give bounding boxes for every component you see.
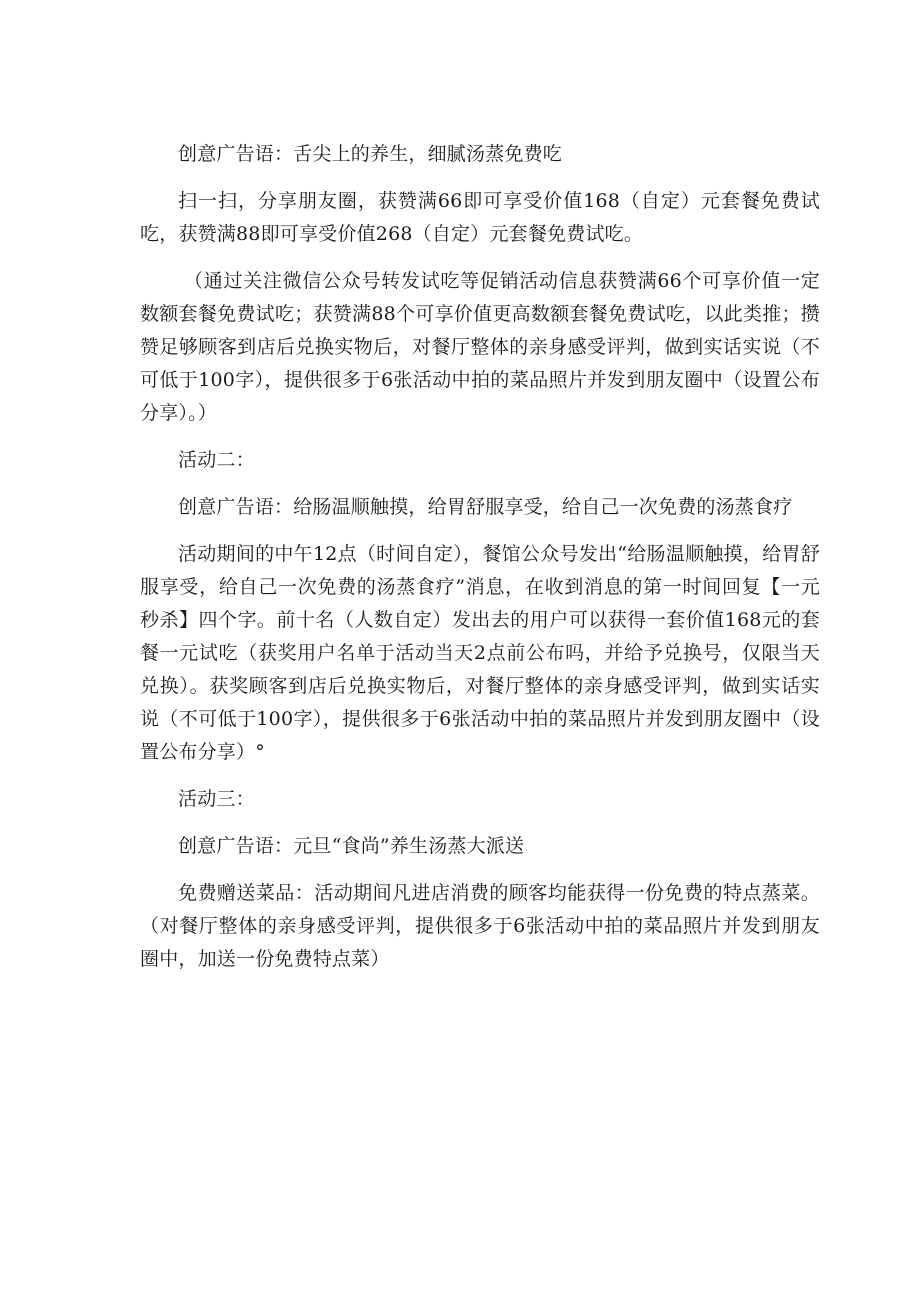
free-dish-details: 免费赠送菜品：活动期间凡进店消费的顾客均能获得一份免费的特点蒸菜。（对餐厅整体的亲身感受评判，提供很多于6张活动中拍的菜品照片并发到朋友圈中，加送一份免费特点菜） [140, 882, 820, 970]
document-body [140, 138, 820, 990]
activity-two-details: 活动期间的中午12点（时间自定），餐馆公众号发出“给肠温顺触摸，给胃舒服享受，给自己一次免费的汤蒸食疗”消息，在收到消息的第一时间回复【一元秒杀】四个字。前十名（人数自定）发出去的用户可以获得一套价值168元的套餐一元试吃（获奖用户名单于活动当天2点前公布吗，并给予兑换号，仅限当天兑换）。获奖顾客到店后兑换实物后，对餐厅整体的亲身感受评判，做到实话实说（不可低于100字），提供很多于6张活动中拍的菜品照片并发到朋友圈中（设置公布分享）° [140, 543, 820, 763]
slogan-activity-three: 创意广告语：元旦“食尚”养生汤蒸大派送 [178, 835, 525, 857]
scan-share-rule: 扫一扫，分享朋友圈，获赞满66即可享受价值168（自定）元套餐免费试吃，获赞满88即可享受价值268（自定）元套餐免费试吃。 [140, 190, 820, 245]
activity-three-heading: 活动三： [178, 788, 255, 810]
slogan-activity-two: 创意广告语：给肠温顺触摸，给胃舒服享受，给自己一次免费的汤蒸食疗 [178, 496, 793, 518]
like-reward-details: （通过关注微信公众号转发试吃等促销活动信息获赞满66个可享价值一定数额套餐免费试吃；获赞满88个可享价值更高数额套餐免费试吃，以此类推；攒赞足够顾客到店后兑换实物后，对餐厅整体的亲身感受评判，做到实话实说（不可低于100字），提供很多于6张活动中拍的菜品照片并发到朋友圈中（设置公布分享）。） [140, 270, 820, 424]
slogan-activity-one: 创意广告语：舌尖上的养生，细腻汤蒸免费吃 [178, 143, 563, 165]
activity-two-heading: 活动二： [178, 449, 255, 471]
